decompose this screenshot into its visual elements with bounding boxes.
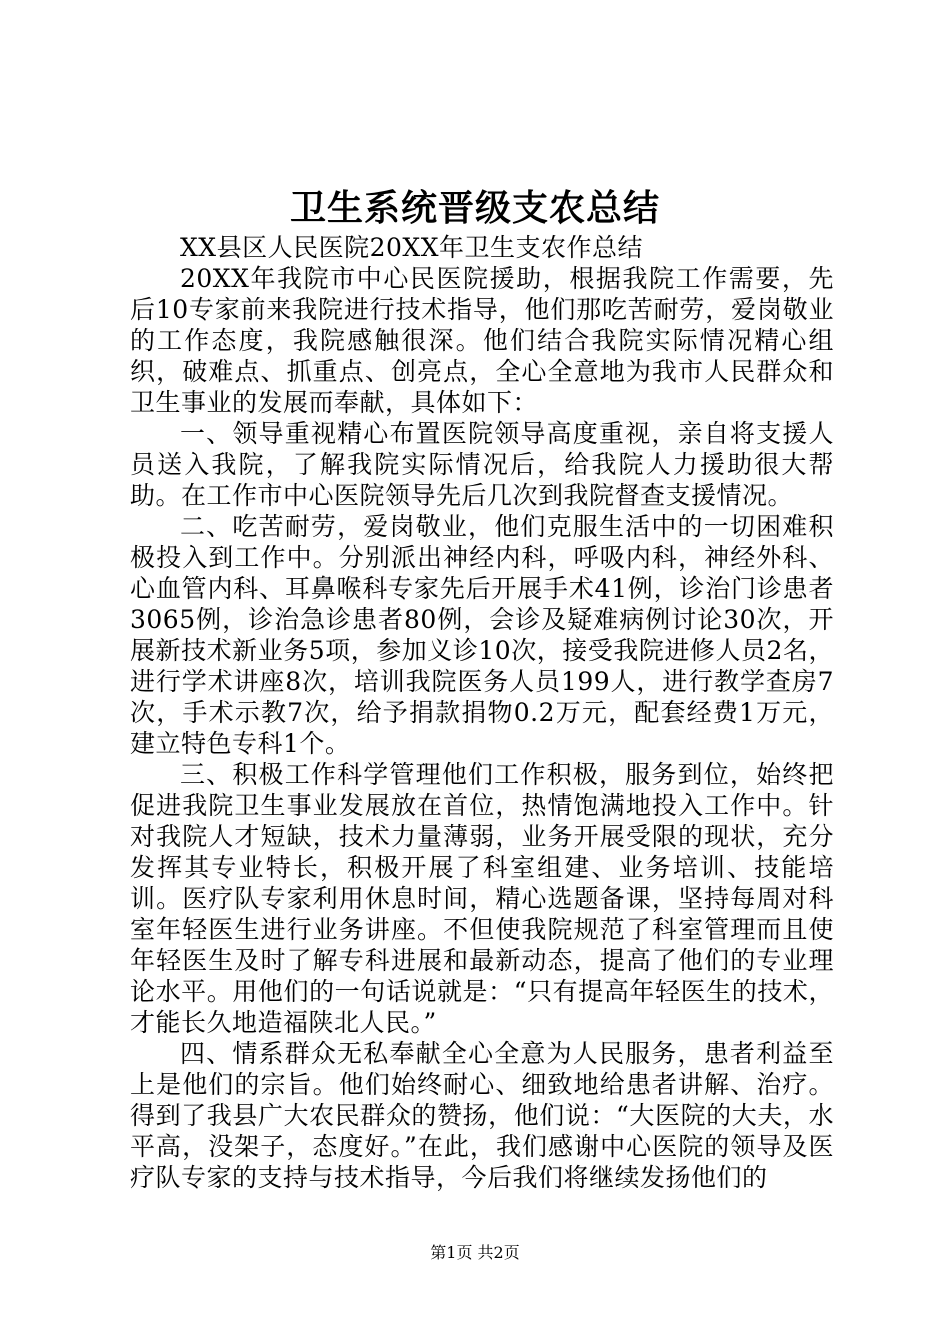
page-number-footer: 第1页 共2页: [430, 1243, 520, 1262]
paragraph-section-3: 三、积极工作科学管理他们工作积极，服务到位，始终把促进我院卫生事业发展放在首位，热情饱满地投入工作中。针对我院人才短缺，技术力量薄弱，业务开展受限的现状，充分发挥其专业特长，积极开展了科室组建、业务培训、技能培训。医疗队专家利用休息时间，精心选题备课，坚持每周对科室年轻医生进行业务讲座。不但使我院规范了科室管理而且使年轻医生及时了解专科进展和最新动态，提高了他们的专业理论水平。用他们的一句话说就是：“只有提高年轻医生的技术，才能长久地造福陕北人民。”: [130, 760, 834, 1037]
paragraph-section-1: 一、领导重视精心布置医院领导高度重视，亲自将支援人员送入我院，了解我院实际情况后，给我院人力援助很大帮助。在工作市中心医院领导先后几次到我院督查支援情况。: [130, 419, 834, 510]
paragraph-section-4: 四、情系群众无私奉献全心全意为人民服务，患者利益至上是他们的宗旨。他们始终耐心、细致地给患者讲解、治疗。得到了我县广大农民群众的赞扬，他们说：“大医院的大夫，水平高，没架子，态度好。”在此，我们感谢中心医院的领导及医疗队专家的支持与技术指导，今后我们将继续发扬他们的: [130, 1039, 834, 1192]
paragraph-section-2: 二、吃苦耐劳，爱岗敬业，他们克服生活中的一切困难积极投入到工作中。分别派出神经内科，呼吸内科，神经外科、心血管内科、耳鼻喉科专家先后开展手术41例，诊治门诊患者3065例，诊治急诊患者80例，会诊及疑难病例讨论30次，开展新技术新业务5项，参加义诊10次，接受我院进修人员2名，进行学术讲座8次，培训我院医务人员199人，进行教学查房7次，手术示教7次，给予捐款捐物0.2万元，配套经费1万元，建立特色专科1个。: [130, 512, 834, 758]
paragraph-subtitle: XX县区人民医院20XX年卫生支农作总结: [180, 233, 644, 262]
document-body: [130, 232, 834, 1193]
document-title: 卫生系统晋级支农总结: [289, 187, 660, 229]
paragraph-intro: 20XX年我院市中心民医院援助，根据我院工作需要，先后10专家前来我院进行技术指导，他们那吃苦耐劳，爱岗敬业的工作态度，我院感触很深。他们结合我院实际情况精心组织，破难点、抓重点、创亮点，全心全意地为我市人民群众和卫生事业的发展而奉献，具体如下：: [130, 264, 834, 417]
